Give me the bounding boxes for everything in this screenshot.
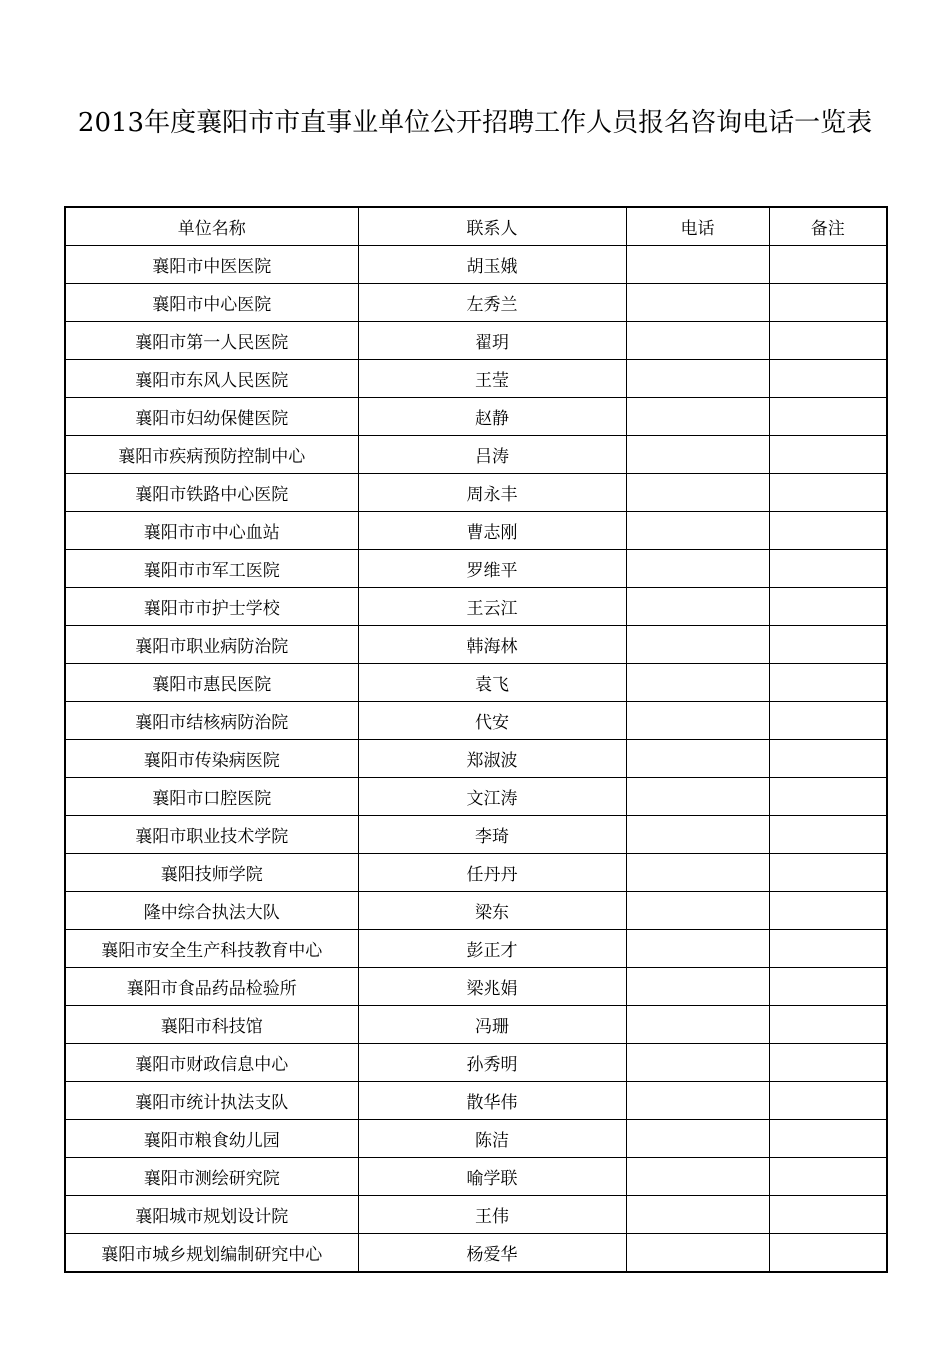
- cell-remark: [769, 1120, 887, 1158]
- cell-unit-name: 襄阳城市规划设计院: [65, 1196, 358, 1234]
- cell-contact-person: 王伟: [358, 1196, 626, 1234]
- cell-phone: [626, 664, 769, 702]
- cell-remark: [769, 398, 887, 436]
- cell-unit-name: 襄阳市统计执法支队: [65, 1082, 358, 1120]
- table-row: [65, 778, 887, 816]
- cell-contact-person: 翟玥: [358, 322, 626, 360]
- cell-phone: [626, 892, 769, 930]
- cell-phone: [626, 778, 769, 816]
- cell-remark: [769, 322, 887, 360]
- cell-remark: [769, 360, 887, 398]
- cell-contact-person: 吕涛: [358, 436, 626, 474]
- cell-unit-name: 襄阳市中医医院: [65, 246, 358, 284]
- cell-unit-name: 襄阳市职业病防治院: [65, 626, 358, 664]
- cell-phone: [626, 398, 769, 436]
- cell-unit-name: 襄阳市粮食幼儿园: [65, 1120, 358, 1158]
- cell-phone: [626, 740, 769, 778]
- cell-phone: [626, 322, 769, 360]
- cell-remark: [769, 968, 887, 1006]
- cell-remark: [769, 1006, 887, 1044]
- cell-remark: [769, 626, 887, 664]
- table-row: [65, 474, 887, 512]
- cell-contact-person: 左秀兰: [358, 284, 626, 322]
- cell-phone: [626, 816, 769, 854]
- table-row: [65, 550, 887, 588]
- cell-contact-person: 胡玉娥: [358, 246, 626, 284]
- cell-unit-name: 襄阳市第一人民医院: [65, 322, 358, 360]
- cell-phone: [626, 360, 769, 398]
- cell-contact-person: 郑淑波: [358, 740, 626, 778]
- cell-phone: [626, 626, 769, 664]
- column-header-phone: 电话: [626, 207, 769, 246]
- table-row: [65, 322, 887, 360]
- cell-contact-person: 陈洁: [358, 1120, 626, 1158]
- cell-remark: [769, 474, 887, 512]
- table-row: [65, 1120, 887, 1158]
- cell-phone: [626, 512, 769, 550]
- table-row: [65, 892, 887, 930]
- cell-remark: [769, 588, 887, 626]
- cell-remark: [769, 702, 887, 740]
- cell-contact-person: 散华伟: [358, 1082, 626, 1120]
- cell-phone: [626, 1006, 769, 1044]
- table-row: [65, 360, 887, 398]
- cell-contact-person: 韩海林: [358, 626, 626, 664]
- table-row: [65, 588, 887, 626]
- cell-unit-name: 襄阳市疾病预防控制中心: [65, 436, 358, 474]
- cell-contact-person: 曹志刚: [358, 512, 626, 550]
- cell-phone: [626, 1044, 769, 1082]
- cell-unit-name: 襄阳市中心医院: [65, 284, 358, 322]
- table-row: [65, 1044, 887, 1082]
- cell-contact-person: 罗维平: [358, 550, 626, 588]
- cell-remark: [769, 892, 887, 930]
- table-row: [65, 968, 887, 1006]
- cell-unit-name: 襄阳市科技馆: [65, 1006, 358, 1044]
- table-row: [65, 702, 887, 740]
- cell-phone: [626, 588, 769, 626]
- cell-contact-person: 王云江: [358, 588, 626, 626]
- cell-remark: [769, 550, 887, 588]
- cell-phone: [626, 1082, 769, 1120]
- cell-remark: [769, 778, 887, 816]
- table-row: [65, 398, 887, 436]
- cell-phone: [626, 854, 769, 892]
- table-row: [65, 512, 887, 550]
- table-row: [65, 1082, 887, 1120]
- table-row: [65, 436, 887, 474]
- cell-remark: [769, 1196, 887, 1234]
- cell-unit-name: 襄阳技师学院: [65, 854, 358, 892]
- cell-unit-name: 襄阳市城乡规划编制研究中心: [65, 1234, 358, 1273]
- table-row: [65, 740, 887, 778]
- table-header-row: [65, 207, 887, 246]
- cell-contact-person: 文江涛: [358, 778, 626, 816]
- cell-phone: [626, 284, 769, 322]
- cell-contact-person: 代安: [358, 702, 626, 740]
- table-row: [65, 1006, 887, 1044]
- cell-contact-person: 赵静: [358, 398, 626, 436]
- cell-contact-person: 王莹: [358, 360, 626, 398]
- cell-contact-person: 杨爱华: [358, 1234, 626, 1273]
- table-row: [65, 626, 887, 664]
- cell-unit-name: 襄阳市东风人民医院: [65, 360, 358, 398]
- cell-phone: [626, 550, 769, 588]
- cell-remark: [769, 816, 887, 854]
- table-row: [65, 1234, 887, 1273]
- cell-unit-name: 襄阳市食品药品检验所: [65, 968, 358, 1006]
- table-row: [65, 664, 887, 702]
- table-row: [65, 284, 887, 322]
- table-row: [65, 930, 887, 968]
- table-row: [65, 246, 887, 284]
- cell-unit-name: 襄阳市市护士学校: [65, 588, 358, 626]
- column-header-remark: 备注: [769, 207, 887, 246]
- cell-phone: [626, 1158, 769, 1196]
- cell-unit-name: 襄阳市结核病防治院: [65, 702, 358, 740]
- cell-remark: [769, 1044, 887, 1082]
- table-row: [65, 1196, 887, 1234]
- cell-phone: [626, 702, 769, 740]
- cell-phone: [626, 1234, 769, 1273]
- table-row: [65, 854, 887, 892]
- cell-phone: [626, 436, 769, 474]
- cell-unit-name: 襄阳市市中心血站: [65, 512, 358, 550]
- cell-unit-name: 襄阳市铁路中心医院: [65, 474, 358, 512]
- cell-phone: [626, 474, 769, 512]
- cell-remark: [769, 436, 887, 474]
- cell-remark: [769, 246, 887, 284]
- cell-unit-name: 襄阳市惠民医院: [65, 664, 358, 702]
- cell-phone: [626, 968, 769, 1006]
- cell-contact-person: 任丹丹: [358, 854, 626, 892]
- cell-remark: [769, 740, 887, 778]
- cell-remark: [769, 284, 887, 322]
- cell-remark: [769, 1082, 887, 1120]
- cell-unit-name: 襄阳市传染病医院: [65, 740, 358, 778]
- column-header-contact: 联系人: [358, 207, 626, 246]
- cell-phone: [626, 930, 769, 968]
- cell-unit-name: 襄阳市安全生产科技教育中心: [65, 930, 358, 968]
- cell-contact-person: 李琦: [358, 816, 626, 854]
- cell-contact-person: 袁飞: [358, 664, 626, 702]
- table-row: [65, 816, 887, 854]
- table-row: [65, 1158, 887, 1196]
- cell-contact-person: 周永丰: [358, 474, 626, 512]
- cell-remark: [769, 1234, 887, 1273]
- cell-phone: [626, 246, 769, 284]
- cell-remark: [769, 854, 887, 892]
- cell-remark: [769, 664, 887, 702]
- cell-remark: [769, 930, 887, 968]
- table-body: [65, 246, 887, 1273]
- cell-unit-name: 襄阳市口腔医院: [65, 778, 358, 816]
- cell-unit-name: 襄阳市市军工医院: [65, 550, 358, 588]
- cell-unit-name: 襄阳市测绘研究院: [65, 1158, 358, 1196]
- contacts-table: [64, 206, 888, 1273]
- cell-remark: [769, 1158, 887, 1196]
- cell-unit-name: 襄阳市妇幼保健医院: [65, 398, 358, 436]
- cell-contact-person: 彭正才: [358, 930, 626, 968]
- cell-remark: [769, 512, 887, 550]
- cell-contact-person: 喻学联: [358, 1158, 626, 1196]
- cell-contact-person: 孙秀明: [358, 1044, 626, 1082]
- page-title: 2013年度襄阳市市直事业单位公开招聘工作人员报名咨询电话一览表: [77, 108, 873, 138]
- cell-contact-person: 梁东: [358, 892, 626, 930]
- cell-unit-name: 隆中综合执法大队: [65, 892, 358, 930]
- cell-phone: [626, 1120, 769, 1158]
- cell-phone: [626, 1196, 769, 1234]
- column-header-unit: 单位名称: [65, 207, 358, 246]
- cell-unit-name: 襄阳市财政信息中心: [65, 1044, 358, 1082]
- cell-contact-person: 梁兆娟: [358, 968, 626, 1006]
- cell-contact-person: 冯珊: [358, 1006, 626, 1044]
- cell-unit-name: 襄阳市职业技术学院: [65, 816, 358, 854]
